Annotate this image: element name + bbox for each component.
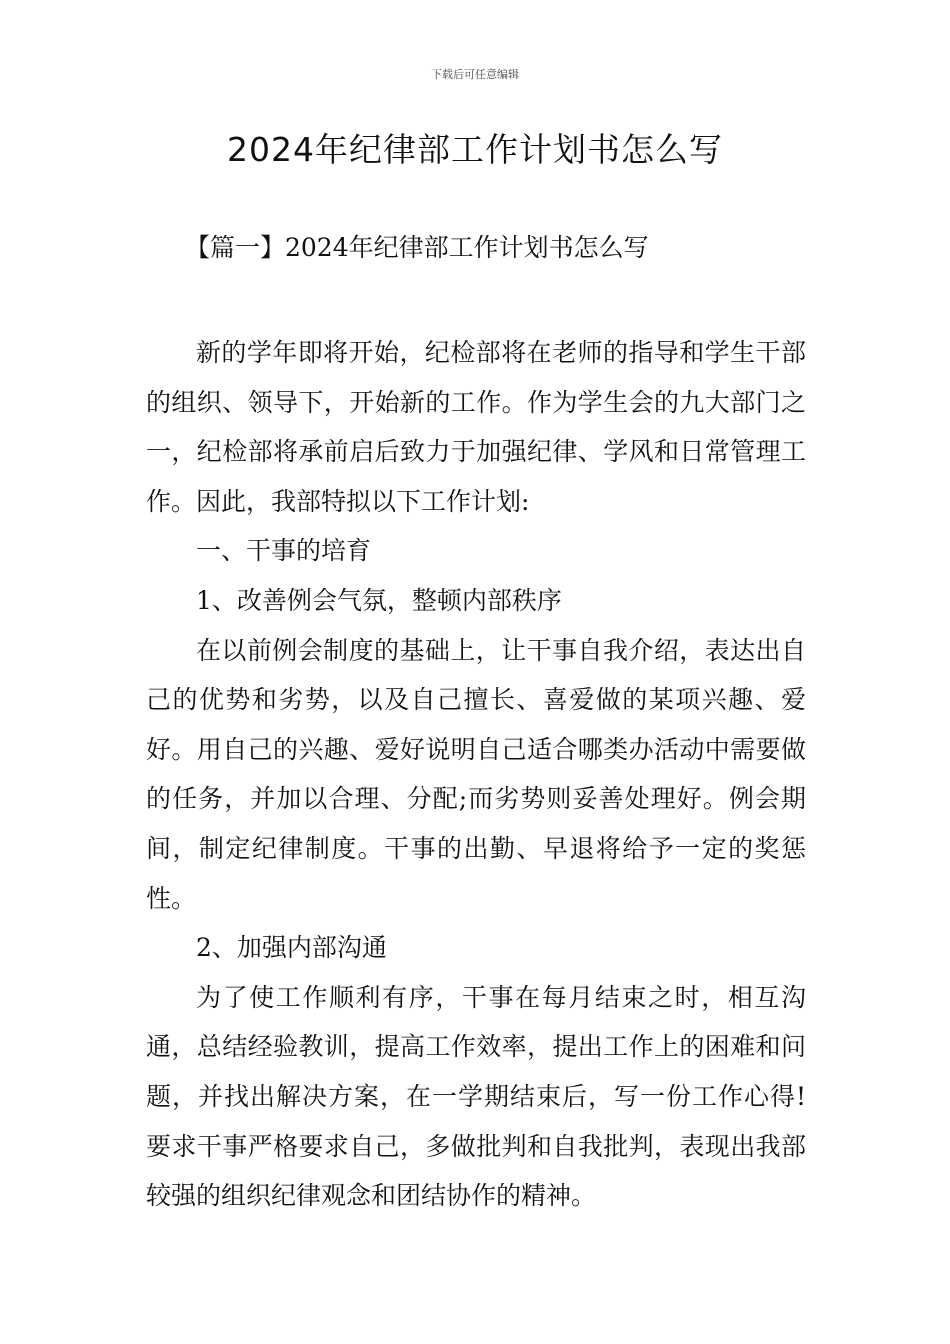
section-title: 【篇一】2024年纪律部工作计划书怎么写 [185, 233, 649, 262]
heading-internal-communication: 2、加强内部沟通 [196, 933, 387, 963]
header-note: 下载后可任意编辑 [431, 68, 519, 81]
document-title: 2024年纪律部工作计划书怎么写 [227, 130, 723, 169]
heading-cadre-training: 一、干事的培育 [196, 536, 372, 566]
paragraph-communication: 为了使工作顺利有序，干事在每月结束之时，相互沟通，总结经验教训，提高工作效率，提出工作上的困难和问题，并找出解决方案，在一学期结束后，写一份工作心得!要求干事严格要求自己，多做批判和自我批判，表现出我部较强的组织纪律观念和团结协作的精神。 [146, 982, 806, 1211]
paragraph-meetings: 在以前例会制度的基础上，让干事自我介绍，表达出自己的优势和劣势，以及自己擅长、喜爱做的某项兴趣、爱好。用自己的兴趣、爱好说明自己适合哪类办活动中需要做的任务，并加以合理、分配;而劣势则妥善处理好。例会期间，制定纪律制度。干事的出勤、早退将给予一定的奖惩性。 [146, 635, 806, 913]
paragraph-intro: 新的学年即将开始，纪检部将在老师的指导和学生干部的组织、领导下，开始新的工作。作为学生会的九大部门之一，纪检部将承前启后致力于加强纪律、学风和日常管理工作。因此，我部特拟以下工作计划: [146, 338, 806, 516]
heading-improve-meetings: 1、改善例会气氛，整顿内部秩序 [196, 585, 562, 615]
document-body [146, 328, 806, 1221]
